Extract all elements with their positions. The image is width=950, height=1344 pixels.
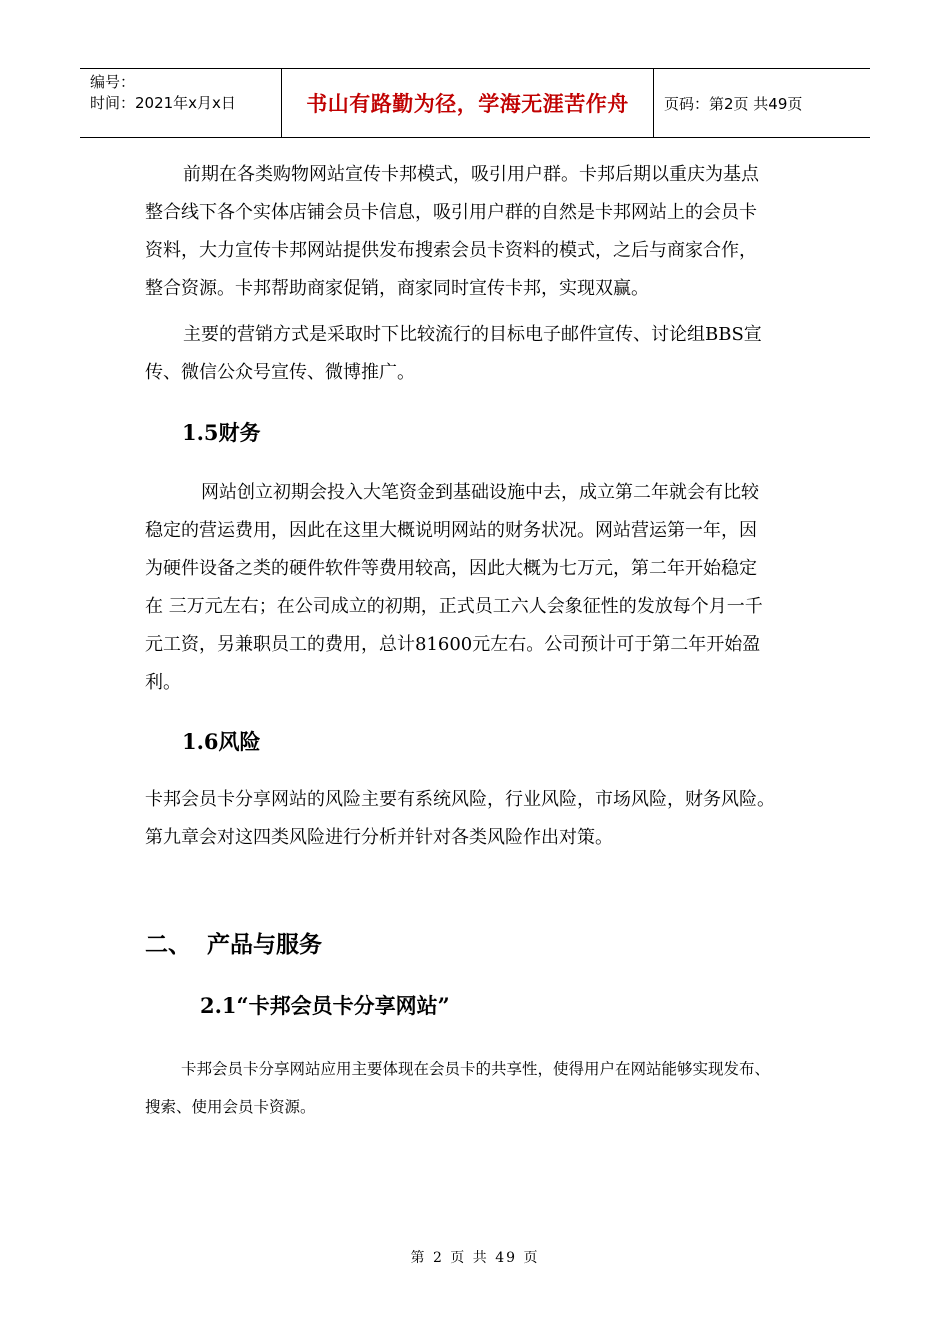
text-line: 元工资，另兼职员工的费用，总计81600元左右。公司预计可于第二年开始盈	[145, 634, 761, 655]
heading-risk: 1.6风险	[182, 729, 261, 754]
text-line: 整合资源。卡邦帮助商家促销，商家同时宣传卡邦，实现双赢。	[145, 278, 649, 299]
text-line: 稳定的营运费用，因此在这里大概说明网站的财务状况。网站营运第一年，因	[145, 520, 757, 541]
text-line: 卡邦会员卡分享网站应用主要体现在会员卡的共享性，使得用户在网站能够实现发布、	[181, 1060, 771, 1078]
text-line: 资料，大力宣传卡邦网站提供发布搜索会员卡资料的模式，之后与商家合作，	[145, 240, 757, 261]
time-label: 时间：2021年x月x日	[90, 94, 236, 112]
heading-2-1: 2.1“卡邦会员卡分享网站”	[200, 993, 450, 1018]
number-label: 编号：	[90, 73, 136, 91]
text-line: 第九章会对这四类风险进行分析并针对各类风险作出对策。	[145, 827, 613, 848]
paragraph-finance	[145, 474, 815, 702]
header-page-info: 页码：第2页 共49页	[664, 94, 803, 113]
paragraph-product-overview	[145, 1050, 835, 1126]
text-line: 卡邦会员卡分享网站的风险主要有系统风险，行业风险，市场风险，财务风险。	[145, 789, 775, 810]
heading-finance: 1.5财务	[182, 420, 261, 445]
text-line: 整合线下各个实体店铺会员卡信息，吸引用户群的自然是卡邦网站上的会员卡	[145, 202, 757, 223]
text-line: 搜索、使用会员卡资源。	[145, 1098, 316, 1116]
paragraph-marketing-methods	[145, 316, 815, 392]
text-line: 在 三万元左右；在公司成立的初期，正式员工六人会象征性的发放每个月一千	[145, 596, 763, 617]
text-line: 利。	[145, 672, 181, 693]
page-footer: 第 2 页 共 49 页	[410, 1250, 540, 1266]
text-line: 为硬件设备之类的硬件软件等费用较高，因此大概为七万元，第二年开始稳定	[145, 558, 757, 579]
header-motto: 书山有路勤为径，学海无涯苦作舟	[282, 69, 654, 137]
text-line: 传、微信公众号宣传、微博推广。	[145, 362, 415, 383]
page-header	[80, 68, 870, 138]
paragraph-risk	[145, 781, 815, 857]
text-line: 主要的营销方式是采取时下比较流行的目标电子邮件宣传、讨论组BBS宣	[183, 324, 762, 345]
header-meta	[80, 69, 282, 137]
text-line: 前期在各类购物网站宣传卡邦模式，吸引用户群。卡邦后期以重庆为基点	[183, 164, 759, 185]
heading-chapter-2: 二、 产品与服务	[145, 931, 323, 958]
paragraph-marketing-intro	[145, 156, 815, 308]
text-line: 网站创立初期会投入大笔资金到基础设施中去，成立第二年就会有比较	[201, 482, 759, 503]
